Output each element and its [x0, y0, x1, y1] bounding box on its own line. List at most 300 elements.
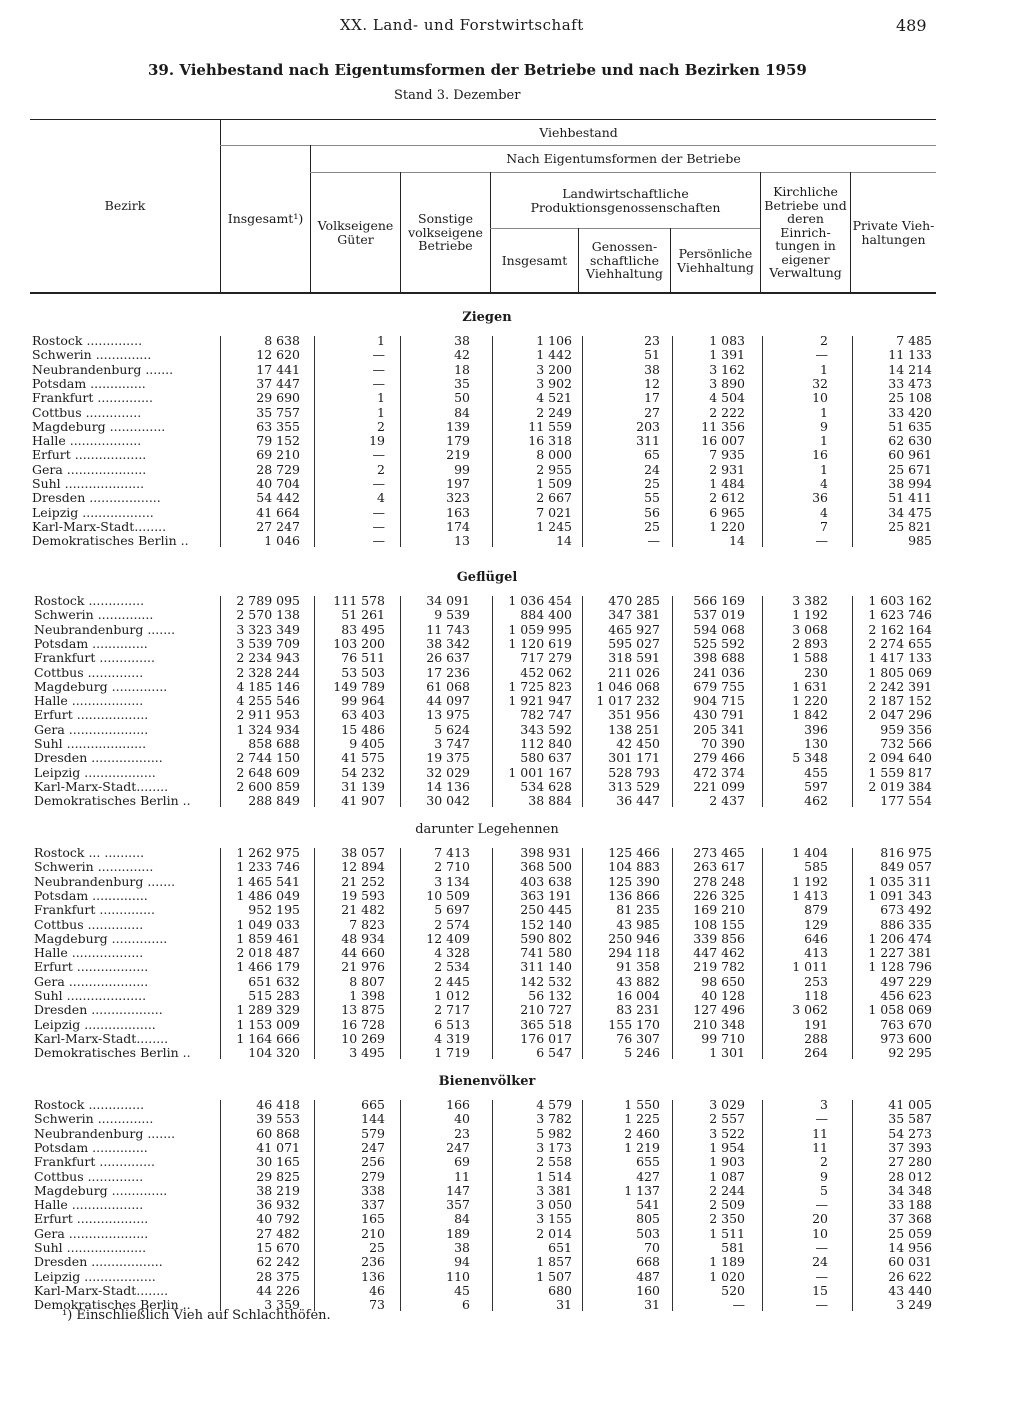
value-cell: 12 620 [256, 347, 300, 363]
value-cell: 38 219 [256, 1182, 300, 1198]
value-cell: 537 019 [693, 607, 745, 623]
value-cell: 26 622 [888, 1268, 932, 1284]
table-row [0, 680, 1024, 694]
header-persoenliche: Persönliche Viehhaltung [677, 246, 754, 275]
value-cell: 56 [644, 504, 660, 520]
value-cell: 6 [462, 1297, 470, 1313]
value-cell: 39 553 [256, 1111, 300, 1127]
value-cell: 3 [820, 1097, 828, 1112]
table-row [0, 434, 1024, 448]
value-cell: 136 866 [608, 887, 660, 903]
value-cell: 288 [804, 1030, 828, 1046]
value-cell: 14 214 [888, 361, 932, 377]
bezirk-cell: Schwerin .............. [34, 1112, 154, 1127]
value-cell: 99 964 [341, 693, 385, 709]
value-cell: 590 802 [520, 930, 572, 946]
value-cell: 12 409 [426, 930, 470, 946]
table-row [0, 1241, 1024, 1255]
value-cell: 139 [446, 418, 470, 434]
value-cell: 165 [361, 1211, 385, 1227]
table-row [0, 946, 1024, 960]
value-cell: 952 195 [248, 902, 300, 918]
value-cell: 3 029 [709, 1097, 745, 1112]
bezirk-cell: Magdeburg .............. [34, 931, 168, 946]
bezirk-cell: Gera .................... [32, 462, 147, 477]
bezirk-cell: Magdeburg .............. [32, 419, 166, 434]
header-bezirk: Bezirk [104, 198, 146, 214]
value-cell: 497 229 [880, 973, 932, 989]
bezirk-cell: Suhl .................... [34, 989, 147, 1003]
value-cell: 23 [644, 333, 660, 348]
value-cell: 273 465 [693, 845, 745, 860]
value-cell: 2 047 296 [868, 707, 932, 723]
table-row [0, 608, 1024, 622]
value-cell: 1 [820, 361, 828, 377]
value-cell: 2 274 655 [868, 635, 932, 651]
value-cell: 1 087 [709, 1168, 745, 1184]
value-cell: 597 [804, 778, 828, 794]
value-cell: 42 450 [616, 736, 660, 751]
table-row [0, 737, 1024, 751]
table-row [0, 989, 1024, 1003]
table-row [0, 520, 1024, 534]
value-cell: 1 719 [434, 1045, 470, 1061]
table-row [0, 780, 1024, 794]
section-title: darunter Legehennen [415, 822, 559, 837]
value-cell: 37 447 [256, 375, 300, 391]
value-cell: 51 261 [341, 607, 385, 623]
table-row [0, 406, 1024, 420]
value-cell: 2 574 [434, 916, 470, 932]
value-cell: 2 244 [709, 1182, 745, 1198]
value-cell: 25 821 [888, 518, 932, 534]
value-cell: 25 [644, 518, 660, 534]
value-cell: 3 890 [709, 375, 745, 391]
value-cell: 2 460 [624, 1125, 660, 1141]
value-cell: 1 391 [709, 347, 745, 363]
value-cell: 43 985 [616, 916, 660, 932]
value-cell: 2 612 [709, 490, 745, 506]
value-cell: 323 [446, 490, 470, 506]
value-cell: 38 884 [528, 793, 572, 809]
value-cell: 1 [377, 390, 385, 406]
table-row [0, 766, 1024, 780]
value-cell: 2 445 [434, 973, 470, 989]
value-cell: 2 222 [709, 404, 745, 420]
value-cell: 279 466 [693, 750, 745, 766]
value-cell: 566 169 [693, 593, 745, 608]
value-cell: 28 375 [256, 1268, 300, 1284]
value-cell: 398 931 [520, 845, 572, 860]
value-cell: 12 [644, 375, 660, 391]
value-cell: 3 495 [349, 1045, 385, 1061]
table-row [0, 491, 1024, 505]
value-cell: 111 578 [333, 593, 385, 608]
value-cell: 4 [820, 504, 828, 520]
value-cell: 152 140 [520, 916, 572, 932]
bezirk-cell: Halle .................. [34, 694, 144, 709]
value-cell: 94 [454, 1254, 470, 1270]
value-cell: 278 248 [693, 873, 745, 889]
table-row [0, 723, 1024, 737]
value-cell: 41 005 [888, 1097, 932, 1112]
value-cell: 14 956 [888, 1240, 932, 1255]
value-cell: 2 162 164 [868, 621, 932, 637]
value-cell: 219 782 [693, 959, 745, 975]
value-cell: 51 635 [888, 418, 932, 434]
value-cell: — [647, 533, 660, 549]
value-cell: 8 638 [264, 333, 300, 348]
value-cell: 717 279 [520, 650, 572, 666]
value-cell: 14 [729, 533, 745, 549]
value-cell: 14 136 [426, 778, 470, 794]
value-cell: 33 420 [888, 404, 932, 420]
value-cell: 41 907 [341, 793, 385, 809]
bezirk-cell: Karl-Marx-Stadt........ [34, 779, 169, 794]
value-cell: 5 697 [434, 902, 470, 918]
value-cell: 763 670 [880, 1016, 932, 1032]
value-cell: 38 057 [341, 845, 385, 860]
table-row [0, 391, 1024, 405]
value-cell: 2 094 640 [868, 750, 932, 766]
table-row [0, 363, 1024, 377]
value-cell: 51 411 [888, 490, 932, 506]
value-cell: 210 348 [693, 1016, 745, 1032]
value-cell: 41 575 [341, 750, 385, 766]
value-cell: 61 068 [426, 678, 470, 694]
bezirk-cell: Magdeburg .............. [34, 1183, 168, 1198]
value-cell: 81 235 [616, 902, 660, 918]
bezirk-cell: Potsdam .............. [34, 1140, 148, 1155]
value-cell: 363 191 [520, 887, 572, 903]
value-cell: — [815, 1197, 828, 1213]
value-cell: 99 [454, 461, 470, 477]
table-row [0, 448, 1024, 462]
value-cell: 84 [454, 404, 470, 420]
value-cell: 318 591 [608, 650, 660, 666]
value-cell: 1 859 461 [236, 930, 300, 946]
value-cell: 279 [361, 1168, 385, 1184]
value-cell: 38 [454, 333, 470, 348]
value-cell: 56 132 [528, 988, 572, 1003]
value-cell: 2 717 [434, 1002, 470, 1018]
table-row [0, 651, 1024, 665]
value-cell: 63 403 [341, 707, 385, 723]
value-cell: 1 206 474 [868, 930, 932, 946]
value-cell: 1 507 [536, 1268, 572, 1284]
value-cell: 13 [454, 533, 470, 549]
header-genossenschaftliche: Genossenschaftliche Viehhaltung [586, 239, 663, 282]
bezirk-cell: Karl-Marx-Stadt........ [34, 1283, 169, 1298]
table-row [0, 1227, 1024, 1241]
value-cell: 27 280 [888, 1154, 932, 1170]
value-cell: 3 382 [792, 593, 828, 608]
value-cell: 40 792 [256, 1211, 300, 1227]
value-cell: 44 660 [341, 945, 385, 961]
value-cell: 25 671 [888, 461, 932, 477]
value-cell: 879 [804, 902, 828, 918]
bezirk-cell: Magdeburg .............. [34, 679, 168, 694]
value-cell: 3 381 [536, 1182, 572, 1198]
value-cell: 130 [804, 736, 828, 751]
value-cell: 1 058 069 [868, 1002, 932, 1018]
value-cell: 38 [454, 1240, 470, 1255]
header-lpg: Landwirtschaftliche Produktionsgenossenschaften [530, 186, 721, 215]
value-cell: 1 921 947 [508, 693, 572, 709]
value-cell: 347 381 [608, 607, 660, 623]
bezirk-cell: Rostock .............. [34, 594, 145, 608]
value-cell: 40 704 [256, 476, 300, 491]
value-cell: 17 236 [426, 664, 470, 680]
value-cell: 15 670 [256, 1240, 300, 1255]
value-cell: 20 [812, 1211, 828, 1227]
page-number: 489 [896, 16, 927, 35]
value-cell: 10 [812, 390, 828, 406]
value-cell: 211 026 [608, 664, 660, 680]
value-cell: 230 [804, 664, 828, 680]
value-cell: 34 348 [888, 1182, 932, 1198]
value-cell: 54 442 [256, 490, 300, 506]
value-cell: 221 099 [693, 778, 745, 794]
value-cell: 21 482 [341, 902, 385, 918]
value-cell: 1 020 [709, 1268, 745, 1284]
value-cell: 166 [446, 1097, 470, 1112]
value-cell: 46 [369, 1282, 385, 1298]
bezirk-cell: Schwerin .............. [34, 860, 154, 875]
value-cell: 62 630 [888, 433, 932, 449]
value-cell: — [732, 1297, 745, 1313]
header-viehbestand: Viehbestand [539, 124, 618, 140]
value-cell: 816 975 [880, 845, 932, 860]
value-cell: 1 120 619 [508, 635, 572, 651]
value-cell: 32 029 [426, 764, 470, 780]
value-cell: 1 954 [709, 1139, 745, 1155]
table-row [0, 708, 1024, 722]
value-cell: 38 342 [426, 635, 470, 651]
value-cell: 19 375 [426, 750, 470, 766]
table-row [0, 477, 1024, 491]
value-cell: 1 805 069 [868, 664, 932, 680]
table-row [0, 903, 1024, 917]
header-insgesamt: Insgesamt¹) [227, 211, 304, 227]
bezirk-cell: Cottbus .............. [34, 1169, 144, 1184]
value-cell: 44 226 [256, 1282, 300, 1298]
value-cell: 247 [446, 1139, 470, 1155]
bezirk-cell: Erfurt .................. [34, 960, 149, 975]
value-cell: 1 842 [792, 707, 828, 723]
value-cell: 9 [820, 418, 828, 434]
value-cell: 210 727 [520, 1002, 572, 1018]
value-cell: 76 511 [341, 650, 385, 666]
value-cell: 6 965 [709, 504, 745, 520]
value-cell: 29 825 [256, 1168, 300, 1184]
bezirk-cell: Suhl .................... [34, 737, 147, 751]
value-cell: 1 189 [709, 1254, 745, 1270]
value-cell: 34 091 [426, 593, 470, 608]
value-cell: 104 883 [608, 859, 660, 875]
header-volkseigene-gueter: Volkseigene Güter [317, 218, 394, 247]
value-cell: 23 [454, 1125, 470, 1141]
table-row [0, 1032, 1024, 1046]
table-row [0, 1003, 1024, 1017]
value-cell: 2 911 953 [236, 707, 300, 723]
table-row [0, 960, 1024, 974]
value-cell: 515 283 [248, 988, 300, 1003]
value-cell: 2 600 859 [236, 778, 300, 794]
value-cell: 2 437 [709, 793, 745, 809]
value-cell: 413 [804, 945, 828, 961]
value-cell: 8 000 [536, 447, 572, 463]
value-cell: 2 014 [536, 1225, 572, 1241]
bezirk-cell: Rostock .............. [32, 334, 143, 348]
value-cell: 313 529 [608, 778, 660, 794]
value-cell: 1 083 [709, 333, 745, 348]
table-row [0, 794, 1024, 808]
value-cell: 2 350 [709, 1211, 745, 1227]
value-cell: 176 017 [520, 1030, 572, 1046]
bezirk-cell: Halle .................. [34, 1198, 144, 1213]
value-cell: 541 [636, 1197, 660, 1213]
table-row [0, 1155, 1024, 1169]
value-cell: 2 509 [709, 1197, 745, 1213]
value-cell: 343 592 [520, 721, 572, 737]
value-cell: 35 [454, 375, 470, 391]
value-cell: 2 893 [792, 635, 828, 651]
value-cell: 5 [820, 1182, 828, 1198]
value-cell: 2 667 [536, 490, 572, 506]
value-cell: 805 [636, 1211, 660, 1227]
value-cell: 3 068 [792, 621, 828, 637]
value-cell: 99 710 [701, 1030, 745, 1046]
value-cell: 3 782 [536, 1111, 572, 1127]
value-cell: 65 [644, 447, 660, 463]
value-cell: 70 [644, 1240, 660, 1255]
bezirk-cell: Cottbus .............. [34, 917, 144, 932]
value-cell: 28 729 [256, 461, 300, 477]
value-cell: 673 492 [880, 902, 932, 918]
value-cell: 79 152 [256, 433, 300, 449]
value-cell: 41 071 [256, 1139, 300, 1155]
value-cell: 1 017 232 [596, 693, 660, 709]
value-cell: 247 [361, 1139, 385, 1155]
value-cell: 92 295 [888, 1045, 932, 1061]
bezirk-cell: Potsdam .............. [32, 376, 146, 391]
value-cell: 2 570 138 [236, 607, 300, 623]
footnote: ¹) Einschließlich Vieh auf Schlachthöfen. [62, 1308, 331, 1323]
value-cell: 679 755 [693, 678, 745, 694]
value-cell: 108 155 [693, 916, 745, 932]
value-cell: 1 417 133 [868, 650, 932, 666]
value-cell: 2 534 [434, 959, 470, 975]
value-cell: 1 [820, 461, 828, 477]
value-cell: 1 059 995 [508, 621, 572, 637]
value-cell: 7 935 [709, 447, 745, 463]
value-cell: 365 518 [520, 1016, 572, 1032]
value-cell: 1 046 [264, 533, 300, 549]
bezirk-cell: Gera .................... [34, 722, 149, 737]
value-cell: 41 664 [256, 504, 300, 520]
bezirk-cell: Demokratisches Berlin .. [34, 1298, 191, 1313]
value-cell: — [815, 533, 828, 549]
value-cell: 191 [804, 1016, 828, 1032]
value-cell: 427 [636, 1168, 660, 1184]
table-row [0, 506, 1024, 520]
value-cell: 884 400 [520, 607, 572, 623]
table-row [0, 1198, 1024, 1212]
section-title: Geflügel [456, 570, 518, 585]
value-cell: 4 504 [709, 390, 745, 406]
value-cell: 1 725 823 [508, 678, 572, 694]
value-cell: 2 [820, 333, 828, 348]
bezirk-cell: Erfurt .................. [32, 448, 147, 463]
value-cell: 959 356 [880, 721, 932, 737]
section-title: Ziegen [462, 310, 512, 325]
table-row [0, 875, 1024, 889]
value-cell: 1 001 167 [508, 764, 572, 780]
value-cell: 403 638 [520, 873, 572, 889]
table-row [0, 534, 1024, 548]
value-cell: 1 220 [709, 518, 745, 534]
value-cell: 1 324 934 [236, 721, 300, 737]
value-cell: 396 [804, 721, 828, 737]
value-cell: 1 588 [792, 650, 828, 666]
value-cell: 16 004 [616, 988, 660, 1003]
value-cell: — [815, 347, 828, 363]
value-cell: 43 882 [616, 973, 660, 989]
value-cell: 1 484 [709, 476, 745, 491]
bezirk-cell: Leipzig .................. [34, 1017, 156, 1032]
value-cell: 55 [644, 490, 660, 506]
value-cell: 455 [804, 764, 828, 780]
value-cell: 1 227 381 [868, 945, 932, 961]
value-cell: 15 486 [341, 721, 385, 737]
value-cell: 1 049 033 [236, 916, 300, 932]
bezirk-cell: Erfurt .................. [34, 708, 149, 723]
value-cell: 3 249 [896, 1297, 932, 1313]
value-cell: 48 934 [341, 930, 385, 946]
value-cell: 19 [369, 433, 385, 449]
value-cell: 34 475 [888, 504, 932, 520]
bezirk-cell: Neubrandenburg ....... [34, 874, 176, 889]
value-cell: 10 269 [341, 1030, 385, 1046]
value-cell: 125 390 [608, 873, 660, 889]
value-cell: 83 495 [341, 621, 385, 637]
value-cell: — [372, 347, 385, 363]
value-cell: 1 036 454 [508, 593, 572, 608]
value-cell: 398 688 [693, 650, 745, 666]
value-cell: 7 021 [536, 504, 572, 520]
value-cell: 169 210 [693, 902, 745, 918]
value-cell: 585 [804, 859, 828, 875]
value-cell: 534 628 [520, 778, 572, 794]
value-cell: 1 289 329 [236, 1002, 300, 1018]
value-cell: 741 580 [520, 945, 572, 961]
table-row [0, 1098, 1024, 1112]
header-kirchliche: Kirchliche Betriebe und deren Einrichtungen in eigener Verwaltung [764, 184, 847, 281]
value-cell: 6 513 [434, 1016, 470, 1032]
value-cell: 849 057 [880, 859, 932, 875]
value-cell: 5 982 [536, 1125, 572, 1141]
value-cell: 430 791 [693, 707, 745, 723]
bezirk-cell: Cottbus .............. [34, 665, 144, 680]
table-subtitle: Stand 3. Dezember [394, 88, 521, 103]
value-cell: 646 [804, 930, 828, 946]
bezirk-cell: Neubrandenburg ....... [34, 1126, 176, 1141]
value-cell: 136 [361, 1268, 385, 1284]
value-cell: 142 532 [520, 973, 572, 989]
value-cell: 7 [820, 518, 828, 534]
value-cell: 40 128 [701, 988, 745, 1003]
